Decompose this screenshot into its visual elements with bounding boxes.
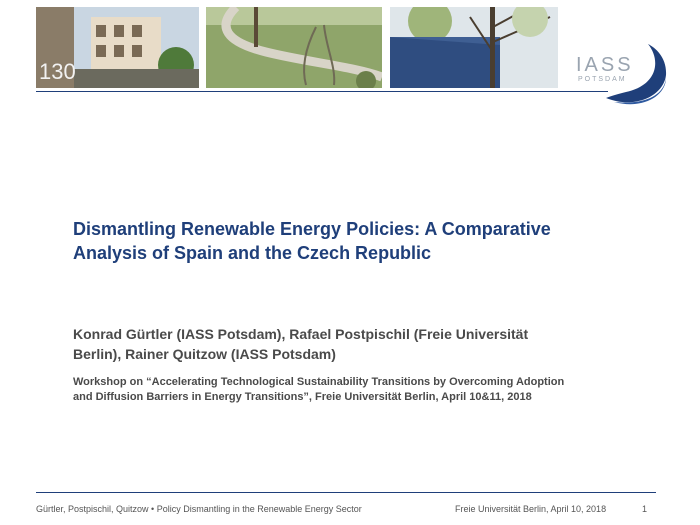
- title-line-1: Dismantling Renewable Energy Policies: A Comparative: [73, 219, 551, 239]
- slide-title: [73, 217, 653, 265]
- header-photo-park: [206, 7, 382, 88]
- workshop-info: [73, 375, 653, 405]
- authors: [73, 324, 653, 364]
- logo-subtitle: POTSDAM: [578, 76, 627, 83]
- workshop-line-2: and Diffusion Barriers in Energy Transitions”, Freie Universität Berlin, April 10&11, 2018: [73, 391, 532, 403]
- header-photo-modern-building: [390, 7, 558, 88]
- footer-venue-date: Freie Universität Berlin, April 10, 2018: [455, 504, 607, 514]
- header-rule: [36, 91, 608, 92]
- building-number-plate: 130: [39, 59, 76, 84]
- authors-line-1: Konrad Gürtler (IASS Potsdam), Rafael Postpischil (Freie Universität: [73, 326, 529, 342]
- iass-logo: [566, 40, 670, 108]
- footer-rule: [36, 492, 656, 493]
- footer-authors-topic: Gürtler, Postpischil, Quitzow • Policy Dismantling in the Renewable Energy Sector: [36, 504, 362, 514]
- page-number: 1: [642, 504, 648, 514]
- title-line-2: Analysis of Spain and the Czech Republic: [73, 243, 432, 263]
- header-photo-building: [36, 7, 199, 88]
- workshop-line-1: Workshop on “Accelerating Technological Sustainability Transitions by Overcoming Adoption: [73, 376, 565, 388]
- logo-name: IASS: [576, 54, 634, 76]
- authors-line-2: Berlin), Rainer Quitzow (IASS Potsdam): [73, 346, 336, 362]
